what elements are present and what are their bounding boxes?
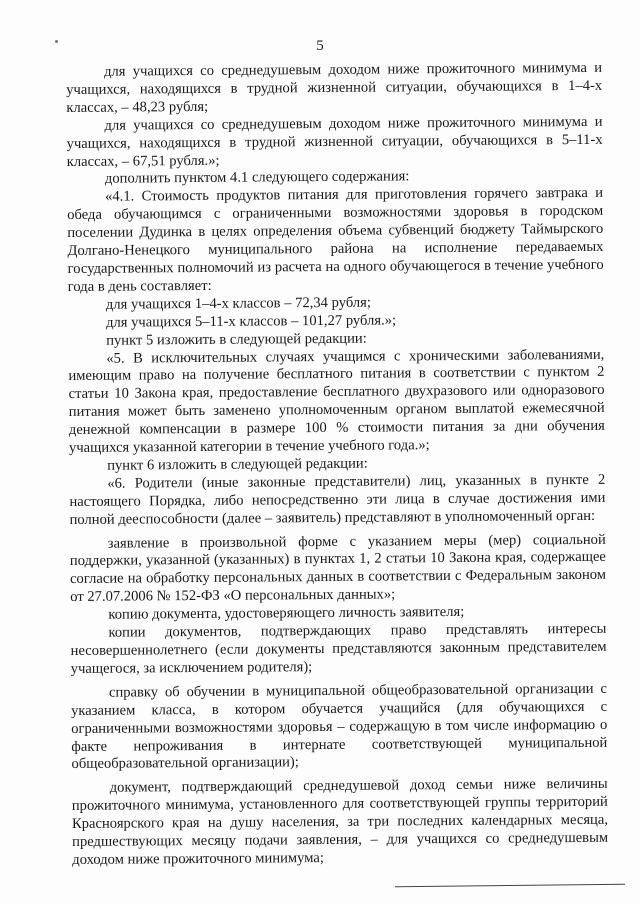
paragraph-income-document: документ, подтверждающий среднедушевой доход семьи ниже величины прожиточного минимума, установленного для соответствующей группы территорий Красноярского края на душу населения, за три последних календарных месяца, предшествующих месяцу подачи заявления, – для учащихся со среднедушевым доходом ниже прожиточного минимума; <box>71 776 609 868</box>
paragraph-clause-6-intro: пункт 6 изложить в следующей редакции: <box>107 455 368 474</box>
page-number: 5 <box>316 38 324 54</box>
paragraph-add-clause-4-1: дополнить пунктом 4.1 следующего содержания: <box>104 168 410 188</box>
paragraph-clause-4-1: «4.1. Стоимость продуктов питания для приготовления горячего завтрака и обеда обучающимся с ограниченными возможностями здоровья в городском поселении Дудинка в целях определения объема субвенций бюджету Таймырского Долгано-Ненецкого муниципального района на исполнение передаваемых государственных полномочий из расчета на одного обучающегося в течение учебного года в день составляет: <box>67 185 604 295</box>
paragraph-income-grades-1-4: для учащихся со среднедушевым доходом ниже прожиточного минимума и учащихся, находящихся в трудной жизненной ситуации, обучающихся в 1–4-х классах, – 48,23 рубля; <box>66 59 603 116</box>
document-body <box>66 60 608 870</box>
paragraph-school-certificate: справку об обучении в муниципальной общеобразовательной организации с указанием класса, в котором обучается учащийся (для обучающихся с ограниченными возможностями здоровья – содержащую в том числе информацию о факте непроживания в интернате соответствующей муниципальной общеобразовательной организации); <box>71 680 608 773</box>
paragraph-disabled-grades-1-4: для учащихся 1–4-х классов – 72,34 рубля; <box>105 294 371 313</box>
paragraph-clause-6: «6. Родители (иные законные представители) лиц, указанных в пункте 2 настоящего Порядка, либо непосредственно эти лица в случае достижения ими полной дееспособности (далее – заявитель) представляют в уполномоченный орган: <box>69 471 606 528</box>
paragraph-application: заявление в произвольной форме с указанием меры (мер) социальной поддержки, указанной (указанных) в пунктах 1, 2 статьи 10 Закона края, содержащее согласие на обработку персональных данных в соответствии с Федеральным законом от 27.07.2006 № 152-ФЗ «О персональных данных»; <box>69 531 607 606</box>
paragraph-id-copy: копию документа, удостоверяющего личность заявителя; <box>108 604 465 623</box>
paragraph-clause-5: «5. В исключительных случаях учащимся с хроническими заболеваниями, имеющим право на получение бесплатного питания в соответствии с пунктом 2 статьи 10 Закона края, предоставление бесплатного двухразового или одноразового питания может быть заменено уполномоченным органом выплатой ежемесячной денежной компенсации в размере 100 % стоимости питания за дни обучения учащихся указанной категории в течение учебного года.»; <box>68 346 605 457</box>
paragraph-representative-docs: копии документов, подтверждающих право представлять интересы несовершеннолетнего (если документы представляются законным представителем учащегося, за исключением родителя); <box>70 620 607 677</box>
paragraph-clause-5-intro: пункт 5 изложить в следующей редакции: <box>106 330 367 349</box>
paragraph-income-grades-5-11: для учащихся со среднедушевым доходом ниже прожиточного минимума и учащихся, находящихся в трудной жизненной ситуации, обучающихся в 5–11-х классах, – 67,51 рубля.»; <box>66 113 603 170</box>
paragraph-disabled-grades-5-11: для учащихся 5–11-х классов – 101,27 рубля.»; <box>105 312 397 331</box>
bottom-rule <box>395 884 625 887</box>
